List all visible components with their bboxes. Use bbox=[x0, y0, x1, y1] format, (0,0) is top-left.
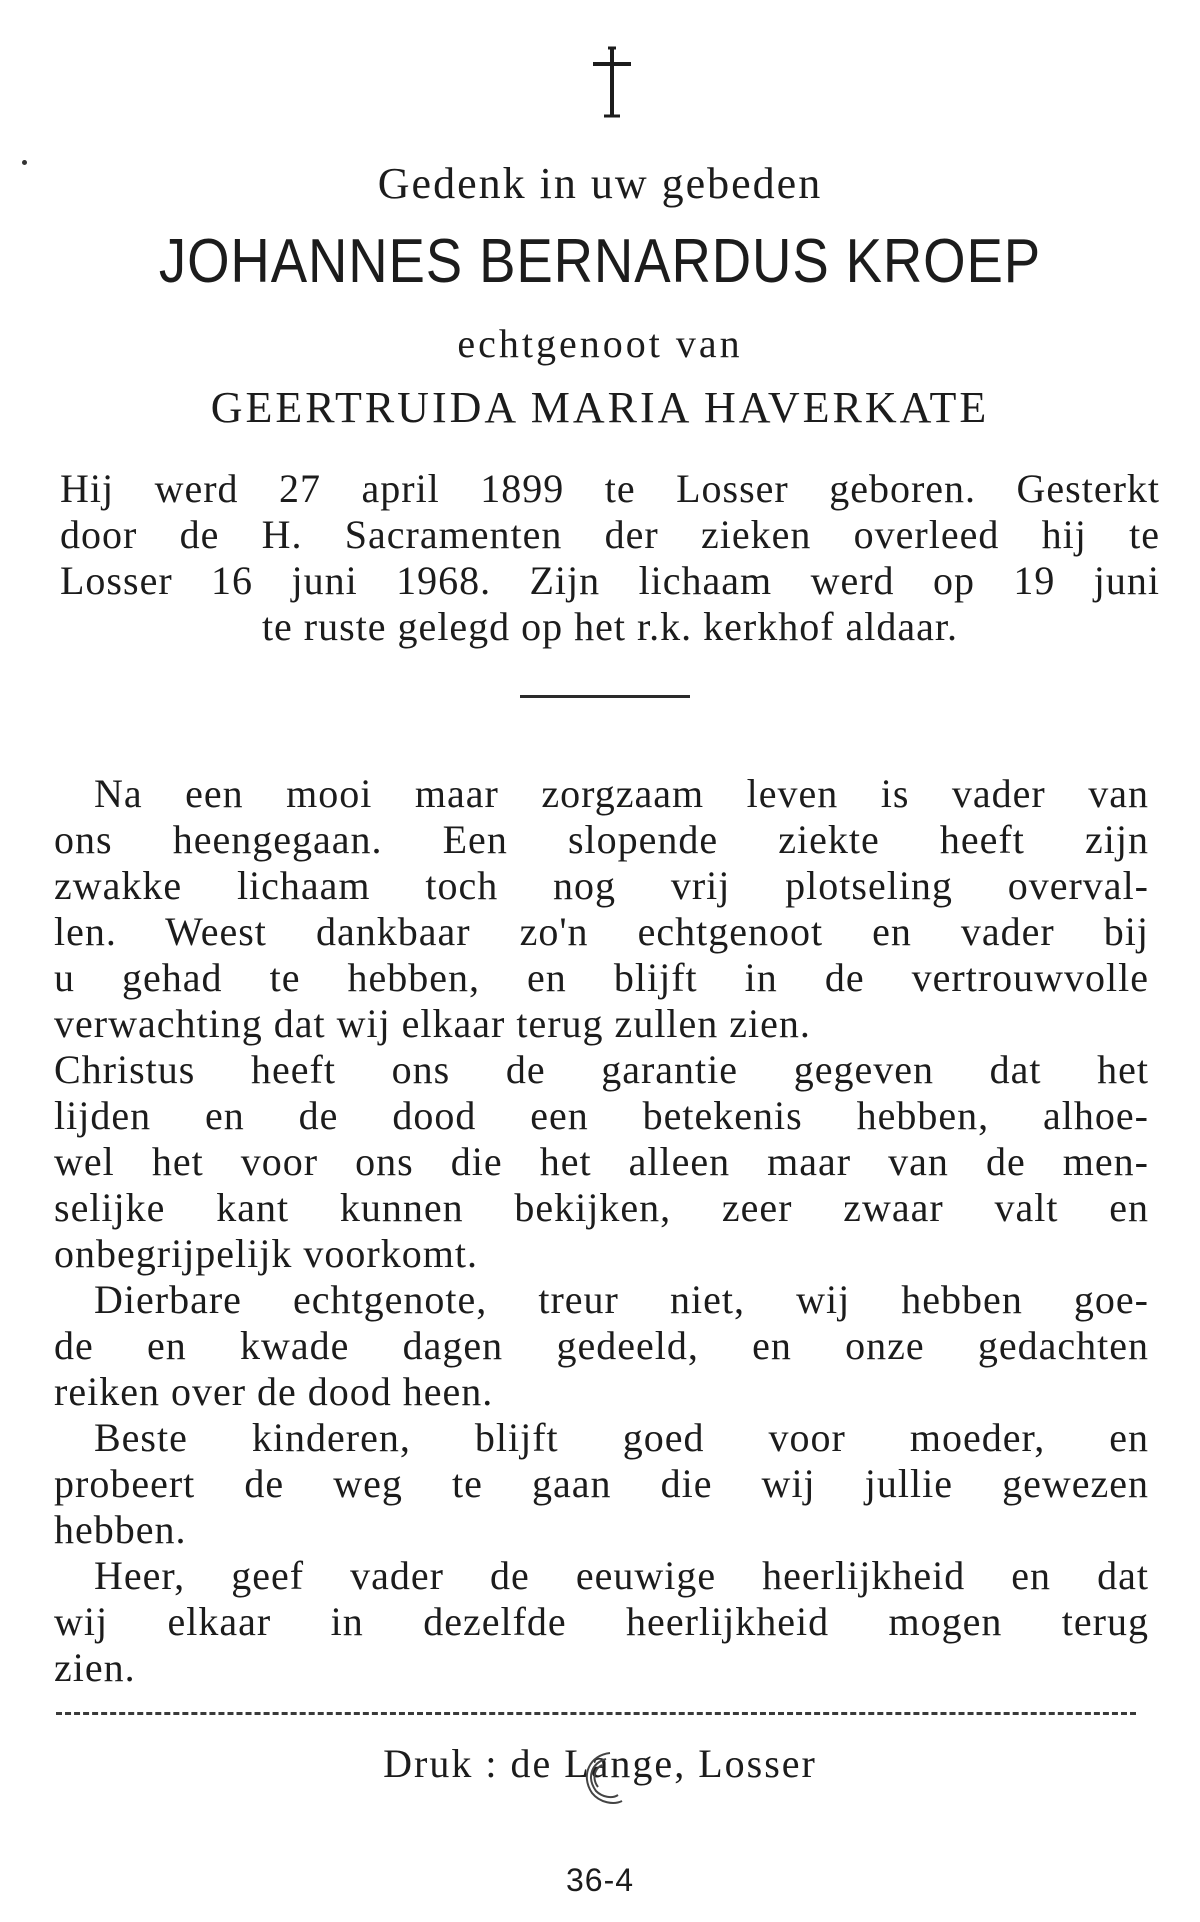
text-line: reiken over de dood heen. bbox=[54, 1369, 494, 1414]
text-line: Heer, geef vader de eeuwige heerlijkheid en dat bbox=[94, 1553, 1149, 1598]
bio-line: te ruste gelegd op het r.k. kerkhof aldaar. bbox=[261, 604, 959, 649]
text-line: de en kwade dagen gedeeld, en onze gedachten bbox=[54, 1323, 1149, 1368]
text-line: u gehad te hebben, en blijft in de vertrouwvolle bbox=[54, 955, 1149, 1000]
printer-credit: Druk : de Lange, Losser bbox=[383, 1741, 817, 1786]
bio-line: Losser 16 juni 1968. Zijn lichaam werd op 19 juni bbox=[60, 558, 1160, 603]
text-line: Na een mooi maar zorgzaam leven is vader van bbox=[94, 771, 1149, 816]
divider bbox=[520, 695, 690, 698]
intro-text: Gedenk in uw gebeden bbox=[377, 159, 823, 208]
bio-line: Hij werd 27 april 1899 te Losser geboren. Gesterkt bbox=[60, 466, 1160, 511]
text-line: Dierbare echtgenote, treur niet, wij hebben goe- bbox=[94, 1277, 1149, 1322]
footer-divider bbox=[56, 1712, 1136, 1715]
spouse-name: GEERTRUIDA MARIA HAVERKATE bbox=[210, 383, 990, 432]
text-line: Beste kinderen, blijft goed voor moeder, en bbox=[94, 1415, 1149, 1460]
bio-line: door de H. Sacramenten der zieken overleed hij te bbox=[60, 512, 1160, 557]
text-line: verwachting dat wij elkaar terug zullen zien. bbox=[54, 1001, 811, 1046]
text-line: Christus heeft ons de garantie gegeven dat het bbox=[54, 1047, 1149, 1092]
stamp-mark-icon bbox=[570, 1745, 630, 1815]
text-line: hebben. bbox=[54, 1507, 187, 1552]
text-line: wij elkaar in dezelfde heerlijkheid mogen terug bbox=[54, 1599, 1149, 1644]
card-code: 36-4 bbox=[565, 1862, 635, 1898]
text-line: wel het voor ons die het alleen maar van de men- bbox=[54, 1139, 1149, 1184]
text-line: ons heengegaan. Een slopende ziekte heeft zijn bbox=[54, 817, 1149, 862]
text-line: probeert de weg te gaan die wij jullie gewezen bbox=[54, 1461, 1149, 1506]
text-line: selijke kant kunnen bekijken, zeer zwaar valt en bbox=[54, 1185, 1149, 1230]
text-line: zien. bbox=[54, 1645, 136, 1690]
deceased-name: JOHANNES BERNARDUS KROEP bbox=[158, 227, 1042, 296]
cross-icon bbox=[587, 44, 637, 120]
text-line: onbegrijpelijk voorkomt. bbox=[54, 1231, 478, 1276]
text-line: len. Weest dankbaar zo'n echtgenoot en vader bij bbox=[54, 909, 1149, 954]
text-line: lijden en de dood een betekenis hebben, alhoe- bbox=[54, 1093, 1149, 1138]
spouse-label: echtgenoot van bbox=[457, 321, 743, 366]
text-line: zwakke lichaam toch nog vrij plotseling overval- bbox=[54, 863, 1149, 908]
